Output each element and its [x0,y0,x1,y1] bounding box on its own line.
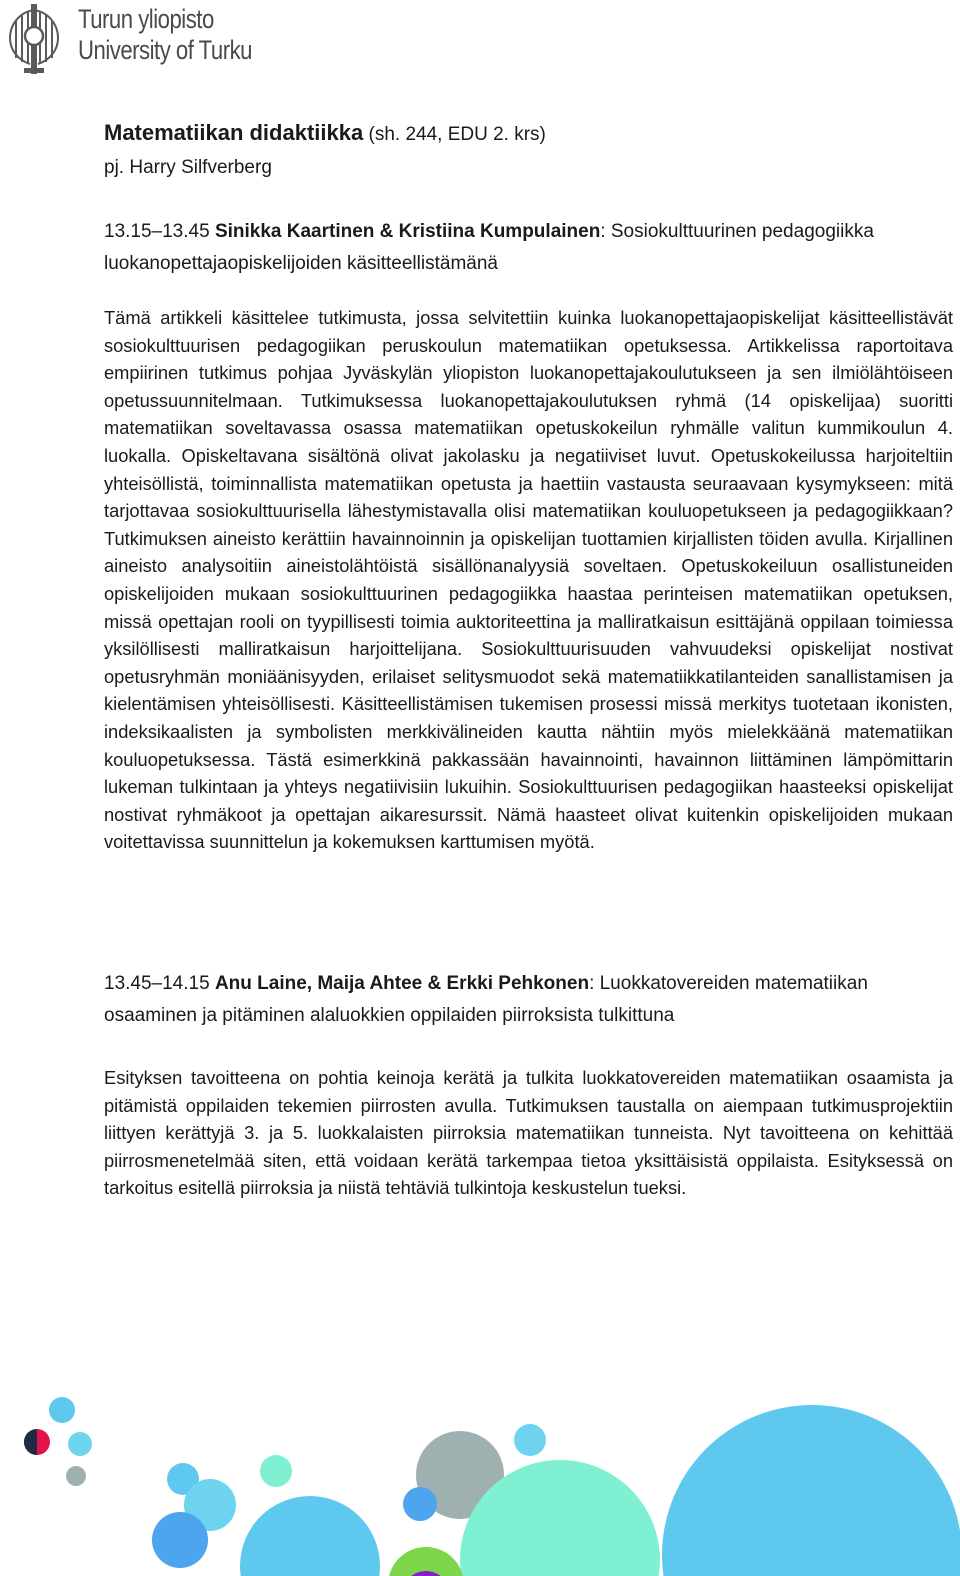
talk-abstract: Tämä artikkeli käsittelee tutkimusta, jossa selvitettiin kuinka luokanopettajaopiskelijat käsitteellistävät sosiokulttuurisen pedagogiikan peruskoulun matematiikan opetuksessa. Artikkelissa raportoitava empiirinen tutkimus pohjaa Jyväskylän yliopiston luokanopettajakoulutukseen ja sen ilmiölähtöiseen opetussuunnitelmaan. Tutkimuksessa luokanopettajakoulutuksen ryhmä (14 opiskelijaa) suoritti matematiikan soveltavassa osassa matematiikan opetuskokeilun ryhmälle valitun kummikoulun 4. luokalla. Opiskeltavana sisältönä olivat jakolasku ja negatiiviset luvut. Opetuskokeilussa harjoiteltiin yhteisöllistä, toiminnallista matematiikan opetusta ja haettiin vastausta seuraavaan kysymykseen: mitä tarjottavaa sosiokulttuurisella lähestymistavalla olisi matematiikan kouluopetukseen ja pedagogiikkaan? Tutkimuksen aineisto kerättiin havainnoinnin ja opiskelijan tuottamien kirjallisten töiden avulla. Kirjallinen aineisto analysoitiin aineistolähtöistä sisällönanalyysiä soveltaen. Opetuskokeiluun osallistuneiden opiskelijoiden mukaan sosiokulttuurinen pedagogiikka haastaa perinteisen matematiikan opetuksen, missä opettajan rooli on tyypillisesti toimia auktoriteettina ja malliratkaisun esittäjänä oppilaan toimiessa yksilöllisesti malliratkaisun harjoittelijana. Sosiokulttuurisuuden vahvuudeksi opiskelijat nostivat opetusryhmän moniäänisyyden, erilaiset selitysmuodot sekä matematiikkatilanteiden sanallistamisen ja kielentämisen yhteisöllisesti. Käsitteellistämisen tukemisen prosessi missä merkitys tuotetaan ikonisten, indeksikaalisten ja symbolisten merkkivälineiden kautta nähtiin myös mielekkäänä matematiikan kouluopetuksessa. Tästä esimerkkinä pakkassään havainnointi, havainnon liittäminen lämpömittarin lukeman tulkintaan ja yhteys negatiivisiin lukuihin. Sosiokulttuurisen pedagogiikan haasteeksi opiskelijat nostivat ryhmäkoot ja opettajan aikaresurssit. Nämä haasteet olivat kuitenkin opiskelijoiden mukaan voitettavissa suunnittelun ja kokemuksen karttumisen myötä. [104,307,953,853]
session-chair: pj. Harry Silfverberg [104,157,272,178]
decor-circle [66,1466,86,1486]
talk-time: 13.45–14.15 [104,973,215,994]
talk-title: : Sosiokulttuurinen pedagogiikka luokanopettajaopiskelijoiden käsitteellistämänä [104,221,874,274]
talk-authors: Sinikka Kaartinen & Kristiina Kumpulainen [214,221,601,242]
talk-heading [104,216,953,280]
university-emblem-icon [2,2,66,76]
session-location: (sh. 244, EDU 2. krs) [363,124,546,145]
logo-line-english: University of Turku [78,35,252,65]
talk-authors: Anu Laine, Maija Ahtee & Erkki Pehkonen [214,973,590,994]
decor-circle [403,1487,437,1521]
talk-heading [104,968,953,1032]
talk-time: 13.15–13.45 [104,221,215,242]
university-logo [0,0,280,80]
decorative-circles [0,1380,960,1576]
session-title: Matematiikan didaktiikka [104,120,364,145]
talk-title: : Luokkatovereiden matematiikan osaaminen ja pitäminen alaluokkien oppilaiden piirroksista tulkittuna [104,973,868,1026]
decor-circle [260,1455,292,1487]
decor-circle [68,1432,92,1456]
decor-circle [24,1429,37,1455]
logo-line-finnish: Turun yliopisto [78,4,214,34]
decor-circle [662,1405,960,1576]
decor-circle [514,1424,546,1456]
decor-circle [49,1397,75,1423]
decor-circle [240,1496,380,1576]
document-body [104,116,953,1199]
talk-abstract: Esityksen tavoitteena on pohtia keinoja kerätä ja tulkita luokkatovereiden matematiikan osaamista ja pitämistä oppilaiden tekemien piirrosten avulla. Tutkimuksen taustalla on aiempaan tutkimusprojektiin liittyen kerättyjä 3. ja 5. luokkalaisten piirroksia matematiikan tunneista. Nyt tavoitteena on kehittää piirrosmenetelmää siten, että voidaan kerätä tarkempaa tietoa yksittäisistä oppilaista. Esityksessä on tarkoitus esitellä piirroksia ja niistä tehtäviä tulkintoja keskustelun tueksi. [104,1067,953,1199]
decor-circle [152,1512,208,1568]
session-heading [104,116,953,152]
